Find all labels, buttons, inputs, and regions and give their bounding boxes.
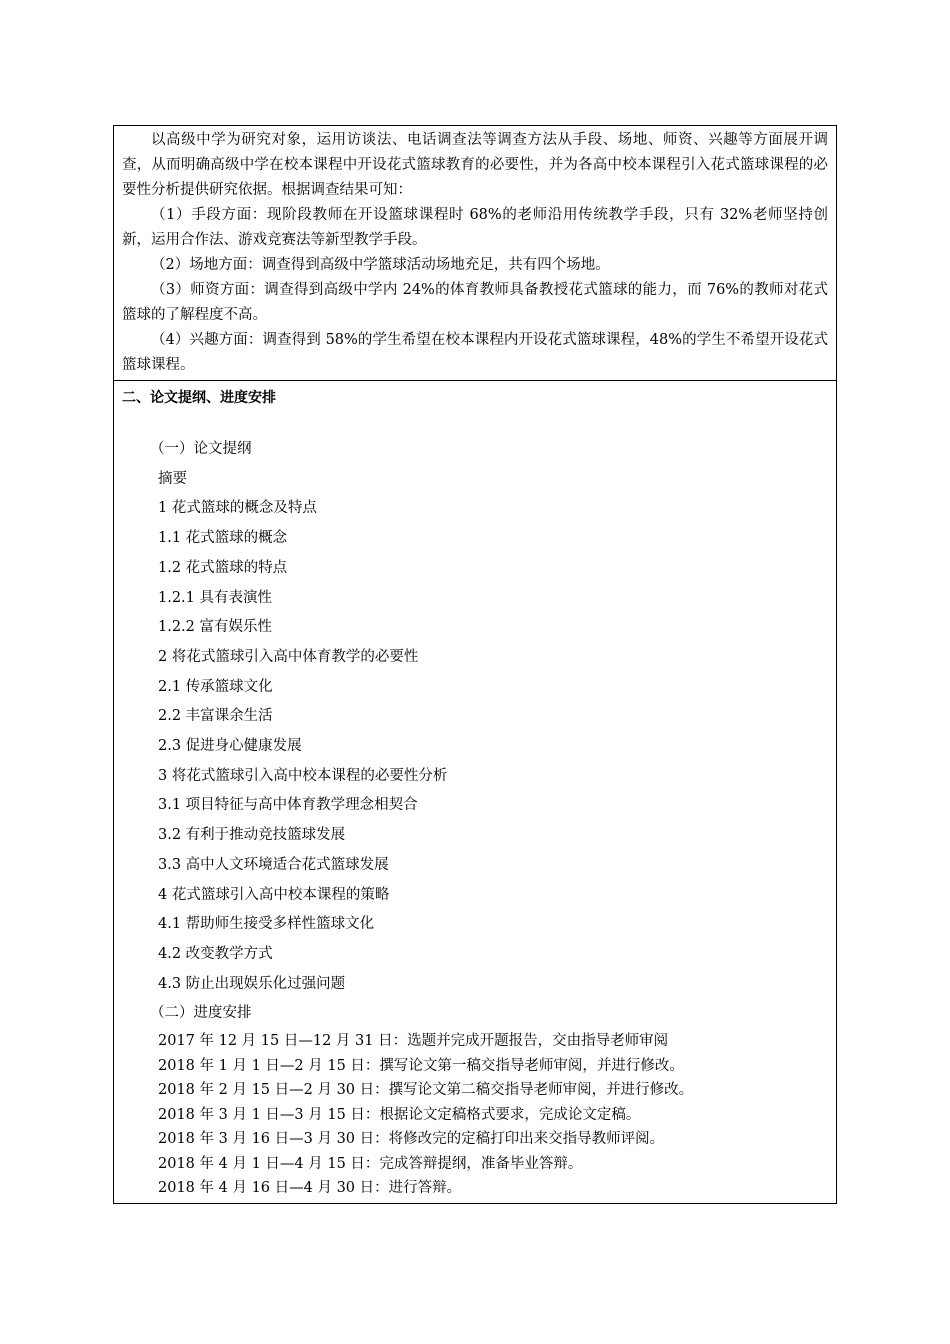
intro-paragraph: 以高级中学为研究对象，运用访谈法、电话调查法等调查方法从手段、场地、师资、兴趣等方面展开调查，从而明确高级中学在校本课程中开设花式篮球教育的必要性，并为各高中校本课程引入花式篮球课程的必要性分析提供研究依据。根据调查结果可知： [122,132,828,198]
schedule-item: 2018 年 1 月 1 日—2 月 15 日：撰写论文第一稿交指导老师审阅，并进行修改。 [158,1057,684,1074]
outline-item: 4 花式篮球引入高中校本课程的策略 [158,886,390,903]
outline-item: 1 花式篮球的概念及特点 [158,500,317,517]
outline-item: 摘要 [158,470,187,487]
section-title: 二、论文提纲、进度安排 [122,390,276,406]
outline-item: 2.3 促进身心健康发展 [158,738,302,755]
progress-schedule [122,999,828,1200]
finding-means: （1）手段方面：现阶段教师在开设篮球课程时 68%的老师沿用传统教学手段，只有 32%老师坚持创新，运用合作法、游戏竞赛法等新型教学手段。 [122,207,828,248]
document-page [113,125,837,1204]
schedule-item: 2018 年 3 月 1 日—3 月 15 日：根据论文定稿格式要求，完成论文定稿。 [158,1106,641,1123]
outline-item: 1.2.1 具有表演性 [158,589,273,606]
schedule-item: 2018 年 4 月 1 日—4 月 15 日：完成答辩提纲，准备毕业答辩。 [158,1155,583,1172]
finding-interest: （4）兴趣方面：调查得到 58%的学生希望在校本课程内开设花式篮球课程，48%的学生不希望开设花式篮球课程。 [122,332,828,373]
thesis-outline [122,435,828,999]
outline-schedule-cell [113,381,837,1204]
outline-heading: （一）论文提纲 [150,441,252,457]
outline-item: 4.2 改变教学方式 [158,945,273,962]
finding-venue: （2）场地方面：调查得到高级中学篮球活动场地充足，共有四个场地。 [151,257,610,273]
finding-teachers: （3）师资方面：调查得到高级中学内 24%的体育教师具备教授花式篮球的能力，而 76%的教师对花式篮球的了解程度不高。 [122,282,828,323]
outline-item: 2.2 丰富课余生活 [158,708,273,725]
schedule-item: 2018 年 3 月 16 日—3 月 30 日：将修改完的定稿打印出来交指导教师评阅。 [158,1131,665,1148]
outline-item: 1.1 花式篮球的概念 [158,530,288,547]
outline-item: 1.2.2 富有娱乐性 [158,619,273,636]
outline-item: 4.3 防止出现娱乐化过强问题 [158,975,346,992]
outline-item: 3.3 高中人文环境适合花式篮球发展 [158,856,389,873]
schedule-item: 2018 年 2 月 15 日—2 月 30 日：撰写论文第二稿交指导老师审阅，并进行修改。 [158,1082,694,1099]
outline-item: 3 将花式篮球引入高中校本课程的必要性分析 [158,767,448,784]
outline-item: 3.1 项目特征与高中体育教学理念相契合 [158,797,418,814]
outline-item: 4.1 帮助师生接受多样性篮球文化 [158,916,375,933]
schedule-item: 2018 年 4 月 16 日—4 月 30 日：进行答辩。 [158,1180,462,1197]
schedule-item: 2017 年 12 月 15 日—12 月 31 日：选题并完成开题报告，交由指导老师审阅 [158,1033,669,1050]
outline-item: 3.2 有利于推动竞技篮球发展 [158,827,346,844]
outline-item: 1.2 花式篮球的特点 [158,559,288,576]
outline-item: 2 将花式篮球引入高中体育教学的必要性 [158,648,419,665]
survey-summary-cell [113,125,837,381]
schedule-heading: （二）进度安排 [150,1005,252,1022]
outline-item: 2.1 传承篮球文化 [158,678,273,695]
